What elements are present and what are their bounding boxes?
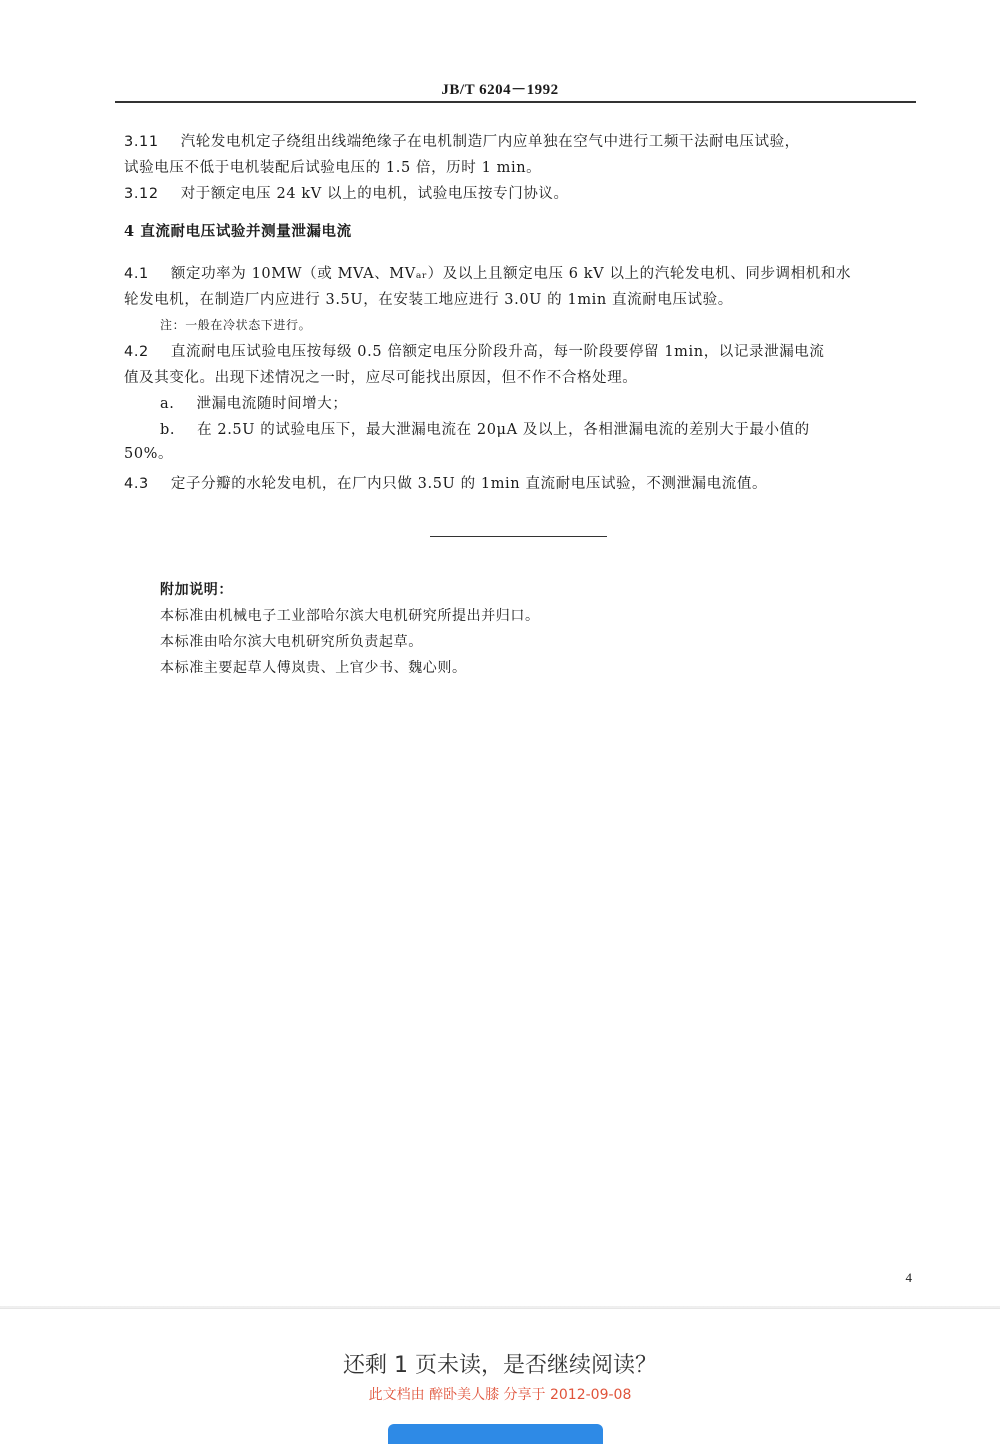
header-divider	[115, 101, 916, 103]
clause-4-3	[124, 471, 916, 497]
additional-note-line: 本标准由机械电子工业部哈尔滨大电机研究所提出并归口。	[160, 608, 540, 624]
clause-4-1-line2: 轮发电机，在制造厂内应进行 3.5U，在安装工地应进行 3.0U 的 1min 直流耐电压试验。	[124, 292, 733, 308]
clause-4-2-item-a	[160, 391, 952, 417]
clause-text: 汽轮发电机定子绕组出线端绝缘子在电机制造厂内应单独在空气中进行工频干法耐电压试验，	[180, 134, 800, 150]
clause-4-2-item-b-line2: 50%。	[124, 446, 174, 462]
additional-note-line: 本标准由哈尔滨大电机研究所负责起草。	[160, 634, 423, 650]
clause-3-11-line1	[124, 129, 916, 155]
share-info[interactable]: 此文档由 醉卧美人膝 分享于 2012-09-08	[368, 1387, 632, 1403]
item-text: 在 2.5U 的试验电压下，最大泄漏电流在 20μA 及以上，各相泄漏电流的差别大于最小值的	[197, 422, 810, 438]
item-label: a.	[160, 396, 175, 412]
clause-text: 对于额定电压 24 kV 以上的电机，试验电压按专门协议。	[180, 186, 569, 202]
clause-number: 4.1	[124, 266, 149, 282]
clause-4-2-line2: 值及其变化。出现下述情况之一时，应尽可能找出原因，但不作不合格处理。	[124, 370, 638, 386]
clause-text: 额定功率为 10MW（或 MVA、MVₐᵣ）及以上且额定电压 6 kV 以上的汽轮发电机、同步调相机和水	[170, 266, 852, 282]
clause-number: 4.2	[124, 344, 149, 360]
clause-4-1-line1	[124, 261, 916, 287]
clause-number: 3.11	[124, 134, 159, 150]
additional-notes	[160, 577, 860, 681]
item-label: b.	[160, 422, 176, 438]
item-text: 泄漏电流随时间增大；	[196, 396, 348, 412]
clause-4-2-line1	[124, 339, 916, 365]
continue-reading-button[interactable]	[388, 1424, 603, 1444]
additional-note-line: 本标准主要起草人傅岚贵、上官少书、魏心则。	[160, 660, 467, 676]
clause-number: 3.12	[124, 186, 159, 202]
additional-notes-title: 附加说明：	[160, 582, 233, 598]
clause-3-12	[124, 181, 916, 207]
end-divider	[430, 536, 607, 537]
page-number: 4	[905, 1270, 912, 1285]
clause-3-11-line2: 试验电压不低于电机装配后试验电压的 1.5 倍，历时 1 min。	[124, 160, 542, 176]
clause-text: 定子分瓣的水轮发电机，在厂内只做 3.5U 的 1min 直流耐电压试验，不测泄漏电流值。	[170, 476, 768, 492]
section-4-heading: 4 直流耐电压试验并测量泄漏电流	[124, 223, 352, 240]
clause-4-1-note: 注：一般在冷状态下进行。	[160, 318, 312, 332]
continue-reading-prompt: 还剩 1 页未读，是否继续阅读？	[343, 1353, 657, 1378]
clause-text: 直流耐电压试验电压按每级 0.5 倍额定电压分阶段升高，每一阶段要停留 1min，以记录泄漏电流	[170, 344, 825, 360]
standard-header: JB/T 6204－1992	[441, 82, 559, 98]
clause-4-2-item-b	[160, 417, 952, 443]
clause-number: 4.3	[124, 476, 149, 492]
